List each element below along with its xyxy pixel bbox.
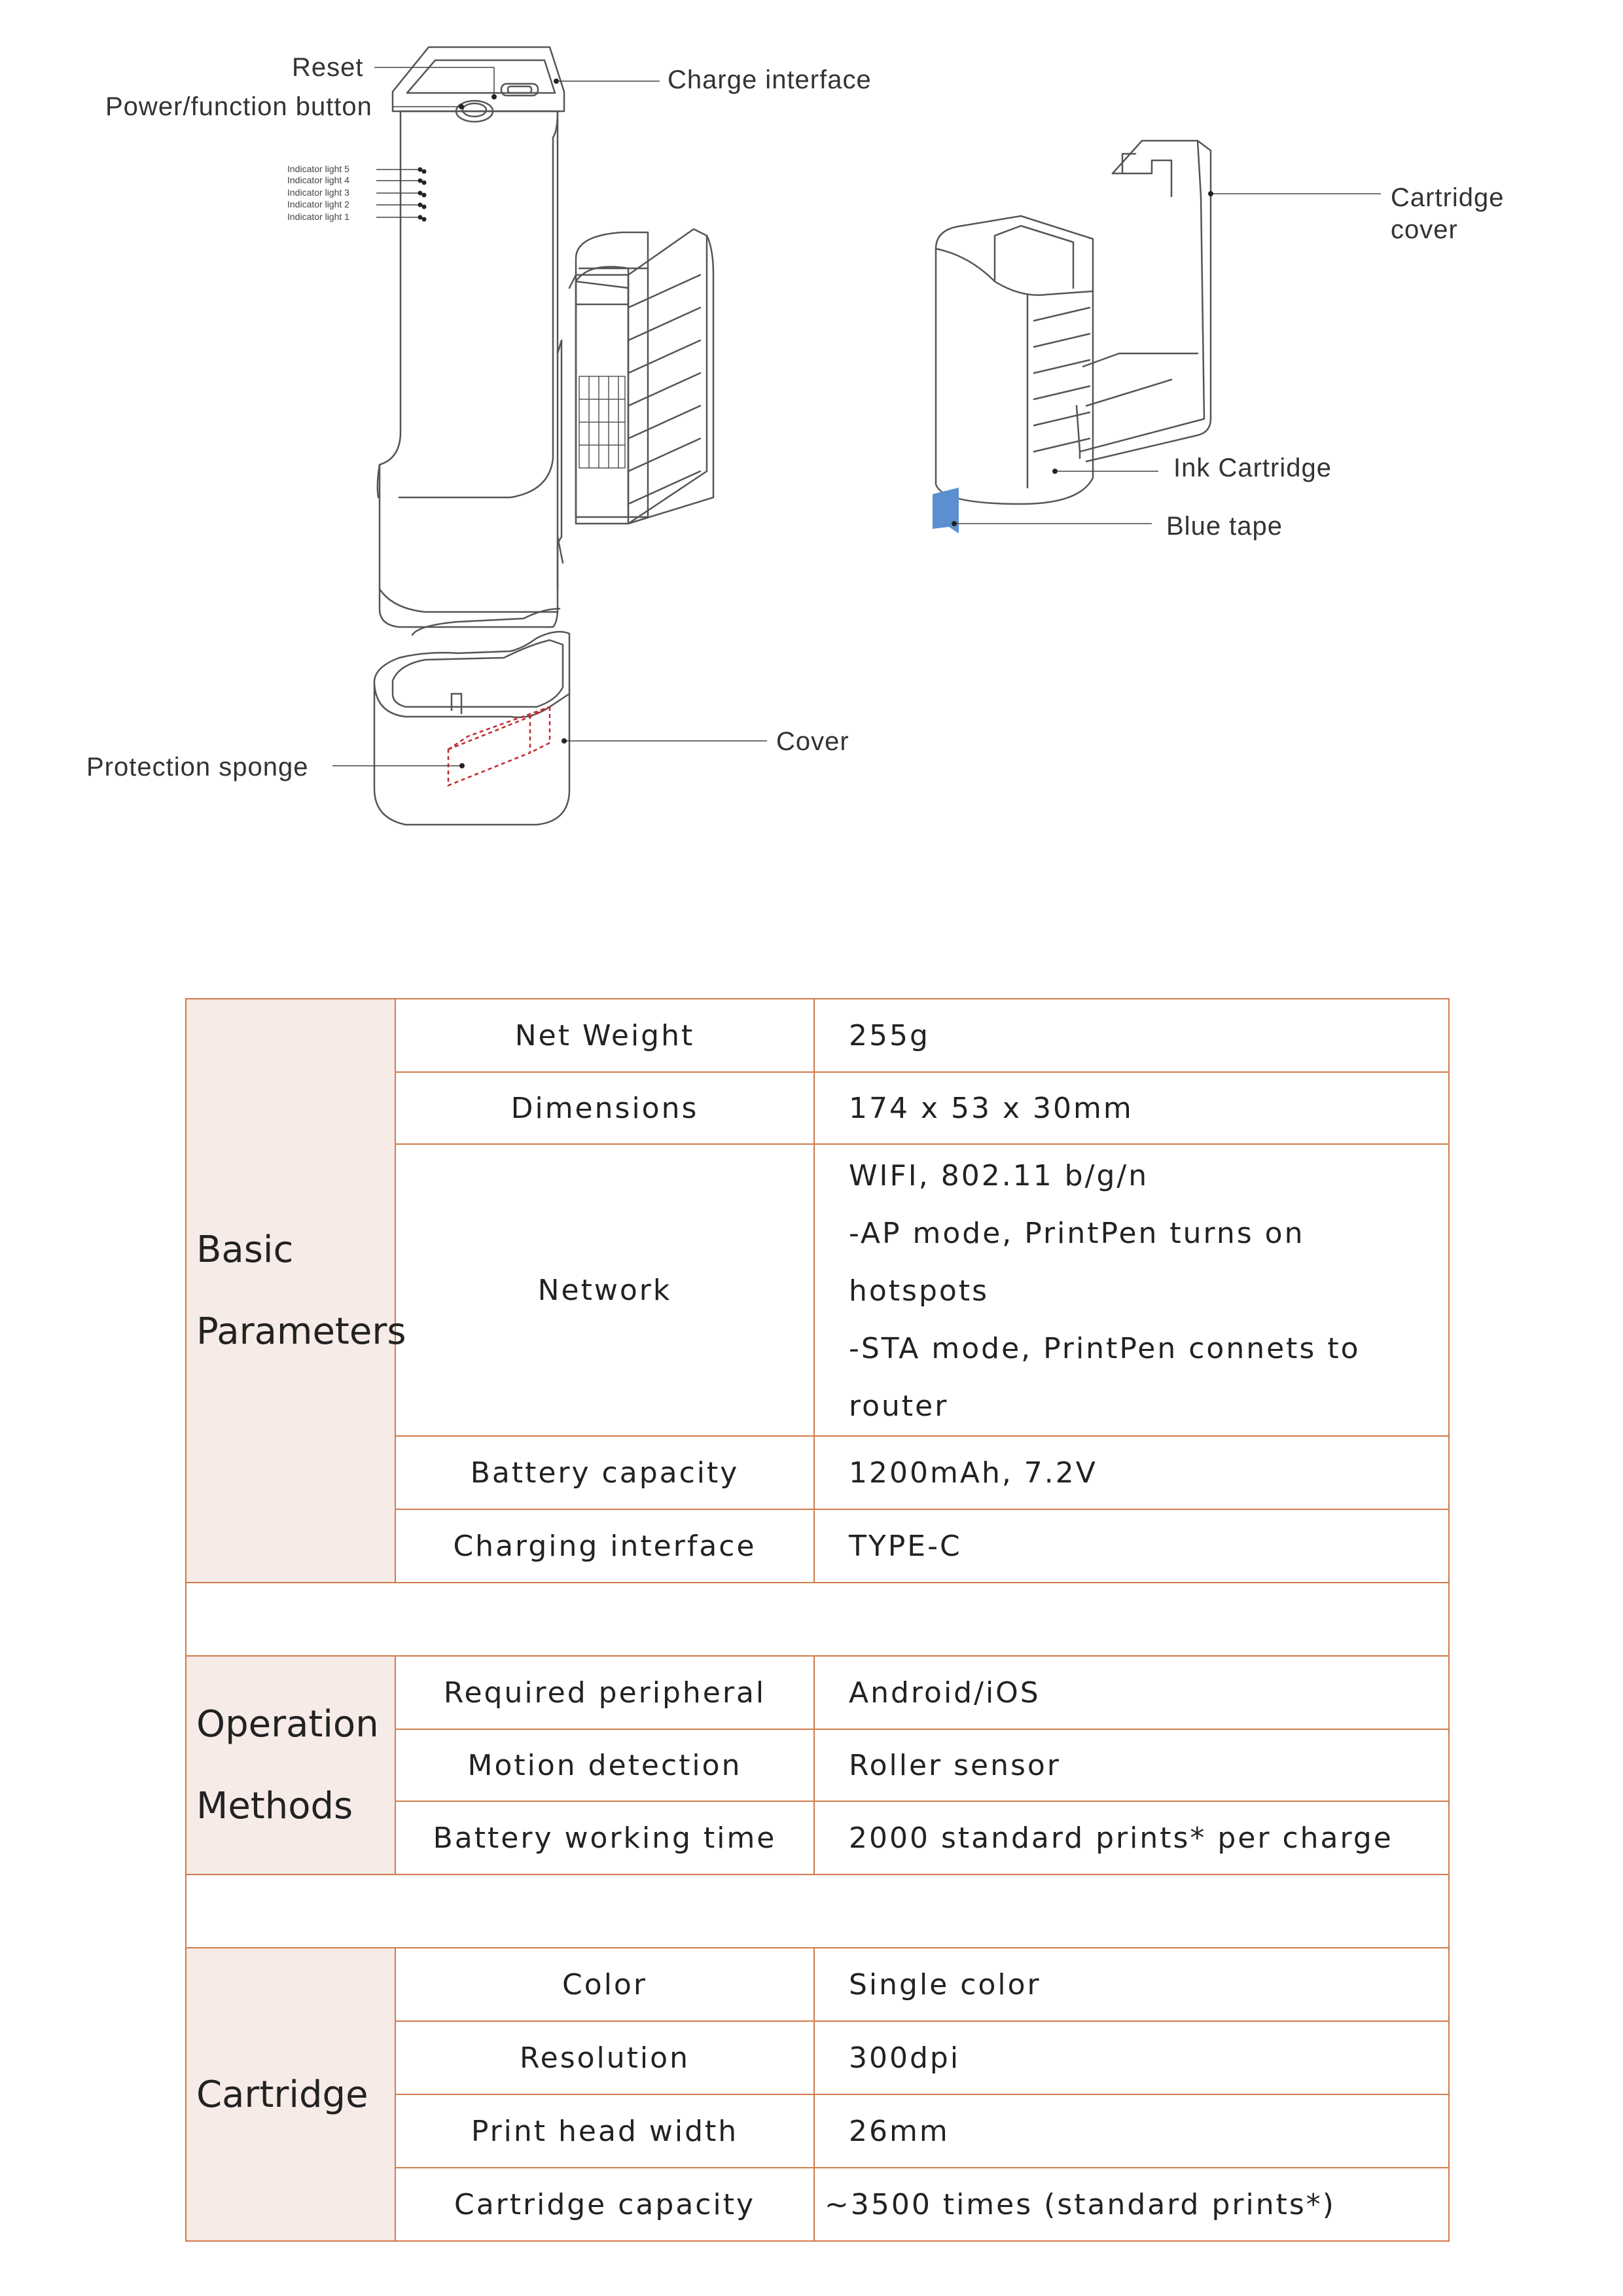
spec-table bbox=[185, 998, 1450, 2242]
cartridge-grille bbox=[579, 376, 625, 468]
spec-value-line: 1200mAh, 7.2V bbox=[849, 1456, 1097, 1490]
spec-group-title-line: Parameters bbox=[196, 1310, 406, 1353]
callout-indicator-5: Indicator light 5 bbox=[287, 164, 349, 174]
ink-cartridge-slats bbox=[1034, 308, 1090, 452]
spec-group-title-line: Cartridge bbox=[196, 2073, 368, 2116]
protection-sponge bbox=[448, 707, 550, 785]
spec-label: Charging interface bbox=[395, 1509, 814, 1583]
blue-tape bbox=[933, 488, 959, 533]
spec-value bbox=[814, 1072, 1449, 1144]
callout-charge-interface: Charge interface bbox=[668, 65, 872, 94]
spec-label: Print head width bbox=[395, 2094, 814, 2168]
spec-value-line: 300dpi bbox=[849, 2041, 961, 2075]
pen-body bbox=[378, 47, 564, 627]
spec-value bbox=[814, 2094, 1449, 2168]
spec-group-title-line: Operation bbox=[196, 1703, 379, 1746]
callout-power-button: Power/function button bbox=[105, 92, 372, 121]
spec-label: Resolution bbox=[395, 2021, 814, 2094]
spec-value bbox=[814, 1729, 1449, 1801]
leader-dots bbox=[418, 79, 1214, 768]
spec-value-line: -STA mode, PrintPen connets to router bbox=[849, 1332, 1361, 1423]
callout-blue-tape: Blue tape bbox=[1166, 512, 1283, 541]
spec-value bbox=[814, 1144, 1449, 1436]
spec-value bbox=[814, 1509, 1449, 1583]
spec-value-line: -AP mode, PrintPen turns on hotspots bbox=[849, 1217, 1305, 1308]
callout-protection-sponge: Protection sponge bbox=[86, 753, 309, 781]
callout-ink-cartridge: Ink Cartridge bbox=[1173, 454, 1332, 482]
callout-cover: Cover bbox=[776, 727, 849, 756]
spec-value-line: WIFI, 802.11 b/g/n bbox=[849, 1159, 1149, 1193]
spec-value-line: Roller sensor bbox=[849, 1748, 1061, 1782]
spec-value-line: TYPE-C bbox=[849, 1529, 962, 1563]
spec-spacer-cell bbox=[186, 1583, 1449, 1656]
spec-label: Network bbox=[395, 1144, 814, 1436]
spec-label: Required peripheral bbox=[395, 1656, 814, 1729]
spec-value-line: Single color bbox=[849, 1967, 1041, 2001]
spec-value bbox=[814, 1948, 1449, 2021]
cartridge-cover bbox=[1077, 141, 1211, 461]
power-button-inner bbox=[463, 103, 486, 117]
spec-value-line: 255g bbox=[849, 1018, 930, 1052]
pen-cover bbox=[374, 632, 569, 825]
spec-value bbox=[814, 1801, 1449, 1874]
spec-label: Motion detection bbox=[395, 1729, 814, 1801]
spec-value-line: ~3500 times (standard prints*) bbox=[825, 2187, 1336, 2221]
spec-label: Net Weight bbox=[395, 999, 814, 1072]
callout-indicator-3: Indicator light 3 bbox=[287, 187, 349, 198]
spec-group-title-line: Basic bbox=[196, 1229, 294, 1271]
charge-port bbox=[501, 84, 538, 96]
spec-table-body bbox=[186, 999, 1449, 2241]
cartridge-slats bbox=[628, 275, 700, 504]
callout-indicator-4: Indicator light 4 bbox=[287, 175, 349, 185]
spec-value bbox=[814, 1656, 1449, 1729]
spec-value-line: 174 x 53 x 30mm bbox=[849, 1091, 1133, 1125]
spec-row bbox=[186, 999, 1449, 1072]
spec-label: Battery capacity bbox=[395, 1436, 814, 1509]
spec-label: Color bbox=[395, 1948, 814, 2021]
spec-group-title bbox=[186, 1948, 395, 2241]
spec-group-title bbox=[186, 1656, 395, 1874]
spec-label: Cartridge capacity bbox=[395, 2168, 814, 2241]
spec-value-line: 26mm bbox=[849, 2114, 950, 2148]
spec-value-line: 2000 standard prints* per charge bbox=[849, 1821, 1393, 1855]
spec-spacer-row bbox=[186, 1583, 1449, 1656]
spec-label: Dimensions bbox=[395, 1072, 814, 1144]
spec-value-line: Android/iOS bbox=[849, 1676, 1041, 1710]
spec-group-title bbox=[186, 999, 406, 1583]
spec-spacer-row bbox=[186, 1874, 1449, 1948]
spec-row bbox=[186, 1656, 1449, 1729]
spec-spacer-cell bbox=[186, 1874, 1449, 1948]
spec-group-title-line: Methods bbox=[196, 1785, 353, 1827]
spec-value bbox=[814, 1436, 1449, 1509]
spec-value bbox=[814, 2168, 1449, 2241]
ink-cartridge-body bbox=[936, 216, 1093, 504]
spec-value bbox=[814, 999, 1449, 1072]
callout-indicator-2: Indicator light 2 bbox=[287, 199, 349, 209]
callout-indicator-1: Indicator light 1 bbox=[287, 211, 349, 222]
callout-cartridge-cover: Cartridge cover bbox=[1391, 183, 1505, 244]
callout-reset: Reset bbox=[292, 53, 364, 82]
spec-value bbox=[814, 2021, 1449, 2094]
leader-lines bbox=[332, 67, 1381, 766]
spec-row bbox=[186, 1948, 1449, 2021]
spec-label: Battery working time bbox=[395, 1801, 814, 1874]
